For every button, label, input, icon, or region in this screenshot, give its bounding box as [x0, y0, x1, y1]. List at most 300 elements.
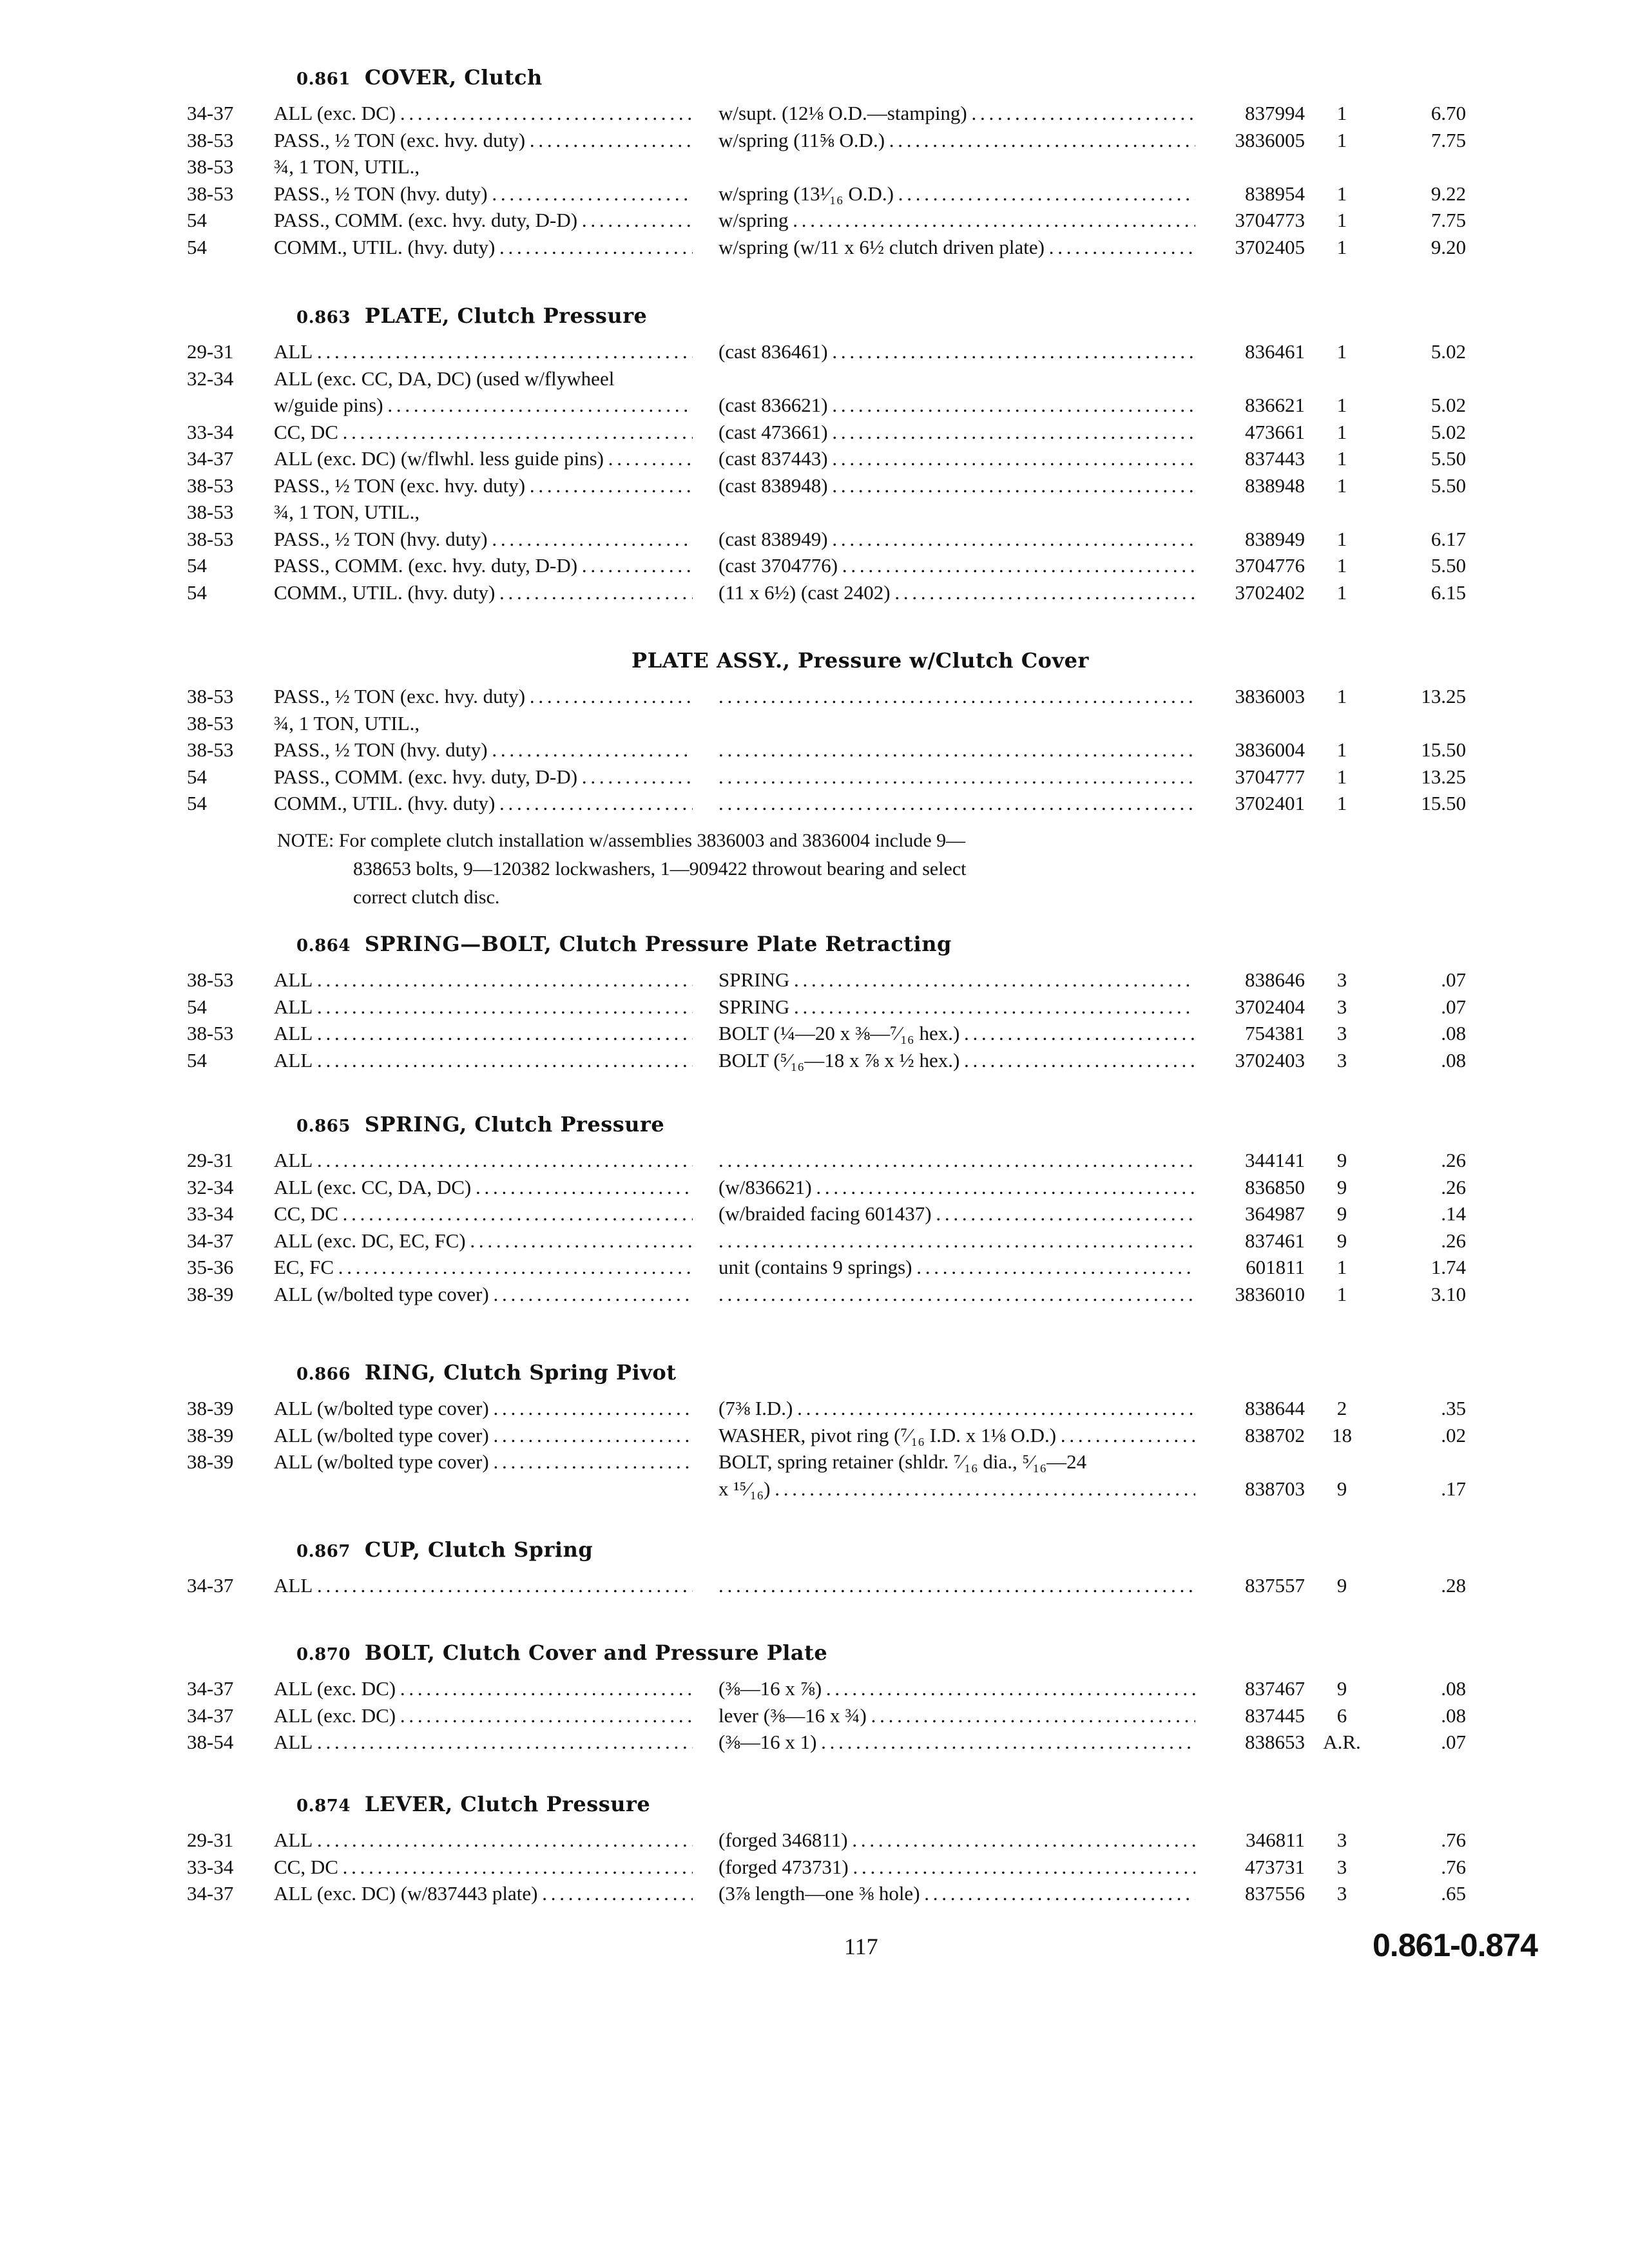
table-row: [0, 472, 1629, 499]
model-years: 34-37: [187, 1882, 234, 1905]
quantity: 3: [1336, 1022, 1347, 1044]
part-number: 3702404: [1235, 995, 1305, 1018]
table-row: [0, 1254, 1629, 1281]
application: ¾, 1 TON, UTIL.,: [274, 711, 420, 735]
price: .02: [1441, 1423, 1466, 1446]
application: ALL . . .: [274, 1147, 693, 1174]
price: 3.10: [1431, 1282, 1466, 1305]
application: PASS., COMM. (exc. hvy. duty, D-D) . . .: [274, 552, 693, 579]
part-number: 3704777: [1235, 765, 1305, 788]
model-years: 29-31: [187, 1149, 234, 1171]
price: 7.75: [1431, 209, 1466, 231]
quantity: 1: [1336, 394, 1347, 416]
description: SPRING . . .: [718, 994, 1195, 1021]
part-number: 3702401: [1235, 792, 1305, 814]
application: CC, DC . . .: [274, 1200, 693, 1227]
part-number: 473661: [1245, 420, 1305, 443]
application: COMM., UTIL. (hvy. duty) . . .: [274, 579, 693, 606]
application: CC, DC . . .: [274, 419, 693, 446]
description: (11 x 6½) (cast 2402) . . .: [718, 579, 1195, 606]
table-row: [0, 736, 1629, 764]
model-years: 34-37: [187, 447, 234, 470]
table-row: [0, 153, 1629, 180]
section-title: [296, 64, 543, 90]
description: (⅜—16 x ⅞) . . .: [718, 1675, 1195, 1702]
part-number: 3704776: [1235, 554, 1305, 577]
part-number: 3836004: [1235, 738, 1305, 761]
quantity: 1: [1336, 209, 1347, 231]
quantity: 1: [1336, 1256, 1347, 1278]
quantity: 9: [1336, 1149, 1347, 1171]
model-years: 38-53: [187, 474, 234, 497]
table-row: [0, 1880, 1629, 1907]
quantity: 1: [1336, 581, 1347, 604]
price: 15.50: [1421, 792, 1466, 814]
application: ALL . . .: [274, 1827, 693, 1854]
model-years: 38-53: [187, 501, 234, 523]
part-number: 837443: [1245, 447, 1305, 470]
application: PASS., COMM. (exc. hvy. duty, D-D) . . .: [274, 764, 693, 791]
table-row: [0, 1227, 1629, 1254]
section-name: CUP, Clutch Spring: [364, 1537, 593, 1562]
quantity: 1: [1336, 554, 1347, 577]
note-line: correct clutch disc.: [353, 887, 500, 908]
description: (cast 838949) . . .: [718, 526, 1195, 553]
table-row: [0, 994, 1629, 1021]
table-row: [0, 127, 1629, 154]
application: PASS., ½ TON (hvy. duty) . . .: [274, 180, 693, 207]
section-name: SPRING—BOLT, Clutch Pressure Plate Retracting: [364, 932, 952, 956]
price: .26: [1441, 1175, 1466, 1198]
section-title: [631, 648, 1089, 673]
description: (cast 836461) . . .: [718, 338, 1195, 365]
model-years: 54: [187, 235, 207, 258]
part-number: 836621: [1245, 394, 1305, 416]
description: x ¹⁵⁄₁₆) . . .: [718, 1475, 1195, 1503]
quantity: 1: [1336, 474, 1347, 497]
model-years: 38-53: [187, 527, 234, 550]
table-row: [0, 100, 1629, 127]
table-row: [0, 392, 1629, 419]
quantity: 3: [1336, 968, 1347, 991]
note-line: NOTE: For complete clutch installation w/assemblies 3836003 and 3836004 include 9—: [277, 830, 966, 851]
model-years: 38-53: [187, 685, 234, 707]
model-years: 34-37: [187, 1677, 234, 1700]
model-years: 34-37: [187, 1574, 234, 1597]
model-years: 54: [187, 1048, 207, 1072]
part-number: 838954: [1245, 182, 1305, 205]
section-title: [296, 1111, 664, 1137]
quantity: 6: [1336, 1704, 1347, 1727]
part-number: 3836003: [1235, 685, 1305, 707]
description: WASHER, pivot ring (⁷⁄₁₆ I.D. x 1⅛ O.D.) . . .: [718, 1422, 1195, 1449]
application: ALL (exc. CC, DA, DC) . . .: [274, 1174, 693, 1201]
part-number: 837461: [1245, 1229, 1305, 1252]
application: ALL (exc. DC) . . .: [274, 100, 693, 127]
application: PASS., ½ TON (exc. hvy. duty) . . .: [274, 127, 693, 154]
price: .08: [1441, 1704, 1466, 1727]
part-number: 754381: [1245, 1022, 1305, 1044]
model-years: 35-36: [187, 1256, 234, 1278]
price: .26: [1441, 1149, 1466, 1171]
section-number: 0.867: [296, 1542, 351, 1561]
description: [718, 1281, 1195, 1308]
section-title: [296, 1537, 593, 1562]
application: ALL (w/bolted type cover) . . .: [274, 1448, 693, 1475]
application: ALL (exc. DC, EC, FC) . . .: [274, 1227, 693, 1254]
description: [718, 736, 1195, 764]
model-years: 54: [187, 995, 207, 1018]
section-number: 0.874: [296, 1796, 351, 1816]
description: w/spring (11⅝ O.D.) . . .: [718, 127, 1195, 154]
table-row: [0, 1395, 1629, 1422]
table-row: [0, 526, 1629, 553]
part-number: 3702402: [1235, 581, 1305, 604]
description: [718, 1147, 1195, 1174]
price: 7.75: [1431, 128, 1466, 151]
price: 6.70: [1431, 102, 1466, 124]
application: PASS., ½ TON (exc. hvy. duty) . . .: [274, 683, 693, 710]
part-number: 3836010: [1235, 1282, 1305, 1305]
quantity: 1: [1336, 102, 1347, 124]
table-row: [0, 1174, 1629, 1201]
quantity: 1: [1336, 738, 1347, 761]
model-years: 32-34: [187, 1175, 234, 1198]
quantity: 1: [1336, 235, 1347, 258]
section-title: [296, 931, 952, 957]
part-number: 837557: [1245, 1574, 1305, 1597]
section-note: [277, 827, 1205, 912]
part-number: 838702: [1245, 1423, 1305, 1446]
part-number: 836850: [1245, 1175, 1305, 1198]
model-years: 54: [187, 209, 207, 231]
part-number: 346811: [1246, 1829, 1305, 1851]
price: 5.02: [1431, 420, 1466, 443]
model-years: 38-53: [187, 711, 234, 735]
description: BOLT (¼—20 x ⅜—⁷⁄₁₆ hex.) . . .: [718, 1020, 1195, 1047]
table-row: [0, 552, 1629, 579]
description: (cast 838948) . . .: [718, 472, 1195, 499]
model-years: 38-39: [187, 1397, 234, 1419]
application: PASS., ½ TON (exc. hvy. duty) . . .: [274, 472, 693, 499]
table-row: [0, 579, 1629, 606]
part-number: 837556: [1245, 1882, 1305, 1905]
price: 9.22: [1431, 182, 1466, 205]
section-title: [296, 1360, 676, 1385]
model-years: 54: [187, 765, 207, 788]
part-number: 3702403: [1235, 1048, 1305, 1072]
section-title: [296, 1640, 827, 1666]
description: w/spring (w/11 x 6½ clutch driven plate) . . .: [718, 234, 1195, 261]
price: 5.50: [1431, 447, 1466, 470]
quantity: 1: [1336, 527, 1347, 550]
model-years: 38-53: [187, 1022, 234, 1044]
section-name: LEVER, Clutch Pressure: [364, 1792, 651, 1816]
price: 6.15: [1431, 581, 1466, 604]
table-row: [0, 234, 1629, 261]
quantity: 1: [1336, 340, 1347, 363]
application: ALL (exc. DC) (w/flwhl. less guide pins) . . .: [274, 445, 693, 472]
note-line: 838653 bolts, 9—120382 lockwashers, 1—909422 throwout bearing and select: [353, 858, 967, 879]
model-years: 33-34: [187, 420, 234, 443]
table-row: [0, 1675, 1629, 1702]
quantity: 3: [1336, 995, 1347, 1018]
application: ALL (w/bolted type cover) . . .: [274, 1395, 693, 1422]
application: PASS., COMM. (exc. hvy. duty, D-D) . . .: [274, 207, 693, 234]
quantity: 3: [1336, 1882, 1347, 1905]
application: PASS., ½ TON (hvy. duty) . . .: [274, 736, 693, 764]
table-row: [0, 790, 1629, 817]
description: BOLT, spring retainer (shldr. ⁷⁄₁₆ dia., ⁵⁄₁₆—24: [718, 1450, 1087, 1473]
application: ALL . . .: [274, 338, 693, 365]
price: .08: [1441, 1048, 1466, 1072]
application: ALL . . .: [274, 994, 693, 1021]
quantity: 1: [1336, 685, 1347, 707]
application: ALL . . .: [274, 966, 693, 994]
model-years: 38-53: [187, 155, 234, 178]
price: 5.02: [1431, 394, 1466, 416]
section-number: 0.861: [296, 70, 351, 89]
price: 1.74: [1431, 1256, 1466, 1278]
table-row: [0, 1702, 1629, 1729]
model-years: 38-53: [187, 128, 234, 151]
part-number: 837467: [1245, 1677, 1305, 1700]
quantity: 3: [1336, 1829, 1347, 1851]
part-number: 838646: [1245, 968, 1305, 991]
part-number: 837445: [1245, 1704, 1305, 1727]
model-years: 33-34: [187, 1855, 234, 1878]
table-row: [0, 764, 1629, 791]
model-years: 34-37: [187, 102, 234, 124]
price: .65: [1441, 1882, 1466, 1905]
quantity: 3: [1336, 1855, 1347, 1878]
description: (cast 473661) . . .: [718, 419, 1195, 446]
section-number: 0.864: [296, 936, 351, 956]
application: ALL . . .: [274, 1572, 693, 1599]
price: 5.50: [1431, 554, 1466, 577]
quantity: 9: [1336, 1677, 1347, 1700]
section-title: [296, 1791, 650, 1817]
price: .35: [1441, 1397, 1466, 1419]
table-row: [0, 1854, 1629, 1881]
model-years: 38-54: [187, 1731, 234, 1753]
model-years: 33-34: [187, 1202, 234, 1225]
section-name: BOLT, Clutch Cover and Pressure Plate: [364, 1640, 828, 1665]
application: ¾, 1 TON, UTIL.,: [274, 501, 420, 523]
part-number: 836461: [1245, 340, 1305, 363]
model-years: 29-31: [187, 340, 234, 363]
quantity: 1: [1336, 447, 1347, 470]
price: .14: [1441, 1202, 1466, 1225]
table-row: [0, 1448, 1629, 1475]
part-number: 838948: [1245, 474, 1305, 497]
price: 6.17: [1431, 527, 1466, 550]
quantity: 9: [1336, 1477, 1347, 1500]
application: ¾, 1 TON, UTIL.,: [274, 155, 420, 178]
description: w/supt. (12⅛ O.D.—stamping) . . .: [718, 100, 1195, 127]
table-row: [0, 966, 1629, 994]
model-years: 54: [187, 554, 207, 577]
model-years: 38-39: [187, 1450, 234, 1473]
price: .26: [1441, 1229, 1466, 1252]
application: ALL (exc. DC) (w/837443 plate) . . .: [274, 1880, 693, 1907]
section-name: SPRING, Clutch Pressure: [364, 1112, 665, 1137]
quantity: 1: [1336, 792, 1347, 814]
description: (cast 3704776) . . .: [718, 552, 1195, 579]
application: COMM., UTIL. (hvy. duty) . . .: [274, 234, 693, 261]
table-row: [0, 180, 1629, 207]
application: EC, FC . . .: [274, 1254, 693, 1281]
part-number: 601811: [1246, 1256, 1305, 1278]
price: .07: [1441, 1731, 1466, 1753]
table-row: [0, 1422, 1629, 1449]
part-number: 3836005: [1235, 128, 1305, 151]
quantity: 1: [1336, 765, 1347, 788]
quantity: 1: [1336, 182, 1347, 205]
application: ALL . . .: [274, 1020, 693, 1047]
model-years: 29-31: [187, 1829, 234, 1851]
part-number: 837994: [1245, 102, 1305, 124]
part-number: 838949: [1245, 527, 1305, 550]
part-number: 838644: [1245, 1397, 1305, 1419]
description: (cast 837443) . . .: [718, 445, 1195, 472]
description: lever (⅜—16 x ¾) . . .: [718, 1702, 1195, 1729]
description: (w/braided facing 601437) . . .: [718, 1200, 1195, 1227]
description: (⅜—16 x 1) . . .: [718, 1729, 1195, 1756]
model-years: 38-39: [187, 1282, 234, 1305]
application: ALL (w/bolted type cover) . . .: [274, 1281, 693, 1308]
quantity: 3: [1336, 1048, 1347, 1072]
section-number: 0.866: [296, 1365, 351, 1384]
description: [718, 764, 1195, 791]
quantity: 1: [1336, 128, 1347, 151]
description: w/spring (13¹⁄₁₆ O.D.) . . .: [718, 180, 1195, 207]
table-row: [0, 499, 1629, 526]
section-number: 0.863: [296, 308, 351, 327]
description: (3⅞ length—one ⅜ hole) . . .: [718, 1880, 1195, 1907]
section-number: 0.865: [296, 1117, 351, 1136]
application: ALL . . .: [274, 1047, 693, 1074]
model-years: 38-53: [187, 738, 234, 761]
table-row: [0, 1200, 1629, 1227]
section-number: 0.870: [296, 1645, 351, 1664]
model-years: 38-53: [187, 182, 234, 205]
application: CC, DC . . .: [274, 1854, 693, 1881]
table-row: [0, 338, 1629, 365]
price: 13.25: [1421, 685, 1466, 707]
quantity: 9: [1336, 1229, 1347, 1252]
description: w/spring . . .: [718, 207, 1195, 234]
application: PASS., ½ TON (hvy. duty) . . .: [274, 526, 693, 553]
table-row: [0, 1020, 1629, 1047]
part-number: 3704773: [1235, 209, 1305, 231]
application: ALL (w/bolted type cover) . . .: [274, 1422, 693, 1449]
quantity: 2: [1336, 1397, 1347, 1419]
table-row: [0, 1281, 1629, 1308]
price: .76: [1441, 1855, 1466, 1878]
section-name: PLATE ASSY., Pressure w/Clutch Cover: [631, 648, 1089, 673]
model-years: 38-39: [187, 1423, 234, 1446]
application: COMM., UTIL. (hvy. duty) . . .: [274, 790, 693, 817]
part-number: 473731: [1245, 1855, 1305, 1878]
price: .17: [1441, 1477, 1466, 1500]
quantity: 9: [1336, 1202, 1347, 1225]
application: ALL (exc. CC, DA, DC) (used w/flywheel: [274, 367, 615, 390]
price: .76: [1441, 1829, 1466, 1851]
table-row: [0, 1827, 1629, 1854]
table-row: [0, 1572, 1629, 1599]
section-title: [296, 303, 647, 329]
description: [718, 790, 1195, 817]
description: [718, 1227, 1195, 1254]
description: [718, 1572, 1195, 1599]
table-row: [0, 419, 1629, 446]
price: .07: [1441, 995, 1466, 1018]
description: SPRING . . .: [718, 966, 1195, 994]
application: ALL (exc. DC) . . .: [274, 1675, 693, 1702]
price: 5.50: [1431, 474, 1466, 497]
table-row: [0, 710, 1629, 737]
quantity: A.R.: [1323, 1731, 1361, 1753]
section-name: RING, Clutch Spring Pivot: [364, 1360, 677, 1385]
table-row: [0, 1475, 1629, 1503]
page-number: 117: [844, 1934, 878, 1959]
price: .08: [1441, 1022, 1466, 1044]
part-number: 838653: [1245, 1731, 1305, 1753]
table-row: [0, 683, 1629, 710]
section-range: 0.861-0.874: [1373, 1927, 1537, 1963]
table-row: [0, 207, 1629, 234]
description: BOLT (⁵⁄₁₆—18 x ⅞ x ½ hex.) . . .: [718, 1047, 1195, 1074]
section-name: COVER, Clutch: [364, 65, 543, 90]
description: (forged 346811) . . .: [718, 1827, 1195, 1854]
price: 5.02: [1431, 340, 1466, 363]
table-row: [0, 1729, 1629, 1756]
price: .28: [1441, 1574, 1466, 1597]
table-row: [0, 365, 1629, 392]
price: .08: [1441, 1677, 1466, 1700]
part-number: 838703: [1245, 1477, 1305, 1500]
price: .07: [1441, 968, 1466, 991]
description: [718, 683, 1195, 710]
description: (forged 473731) . . .: [718, 1854, 1195, 1881]
quantity: 1: [1336, 1282, 1347, 1305]
description: (w/836621) . . .: [718, 1174, 1195, 1201]
model-years: 32-34: [187, 367, 234, 390]
description: (7⅜ I.D.) . . .: [718, 1395, 1195, 1422]
quantity: 9: [1336, 1175, 1347, 1198]
price: 9.20: [1431, 235, 1466, 258]
table-row: [0, 1047, 1629, 1074]
part-number: 344141: [1245, 1149, 1305, 1171]
application: ALL (exc. DC) . . .: [274, 1702, 693, 1729]
part-number: 364987: [1245, 1202, 1305, 1225]
table-row: [0, 1147, 1629, 1174]
part-number: 3702405: [1235, 235, 1305, 258]
description: (cast 836621) . . .: [718, 392, 1195, 419]
model-years: 38-53: [187, 968, 234, 991]
description: unit (contains 9 springs) . . .: [718, 1254, 1195, 1281]
model-years: 34-37: [187, 1229, 234, 1252]
section-name: PLATE, Clutch Pressure: [364, 303, 648, 328]
quantity: 9: [1336, 1574, 1347, 1597]
table-row: [0, 445, 1629, 472]
model-years: 54: [187, 792, 207, 814]
application: ALL . . .: [274, 1729, 693, 1756]
application: w/guide pins) . . .: [274, 392, 693, 419]
price: 15.50: [1421, 738, 1466, 761]
quantity: 18: [1332, 1423, 1352, 1446]
